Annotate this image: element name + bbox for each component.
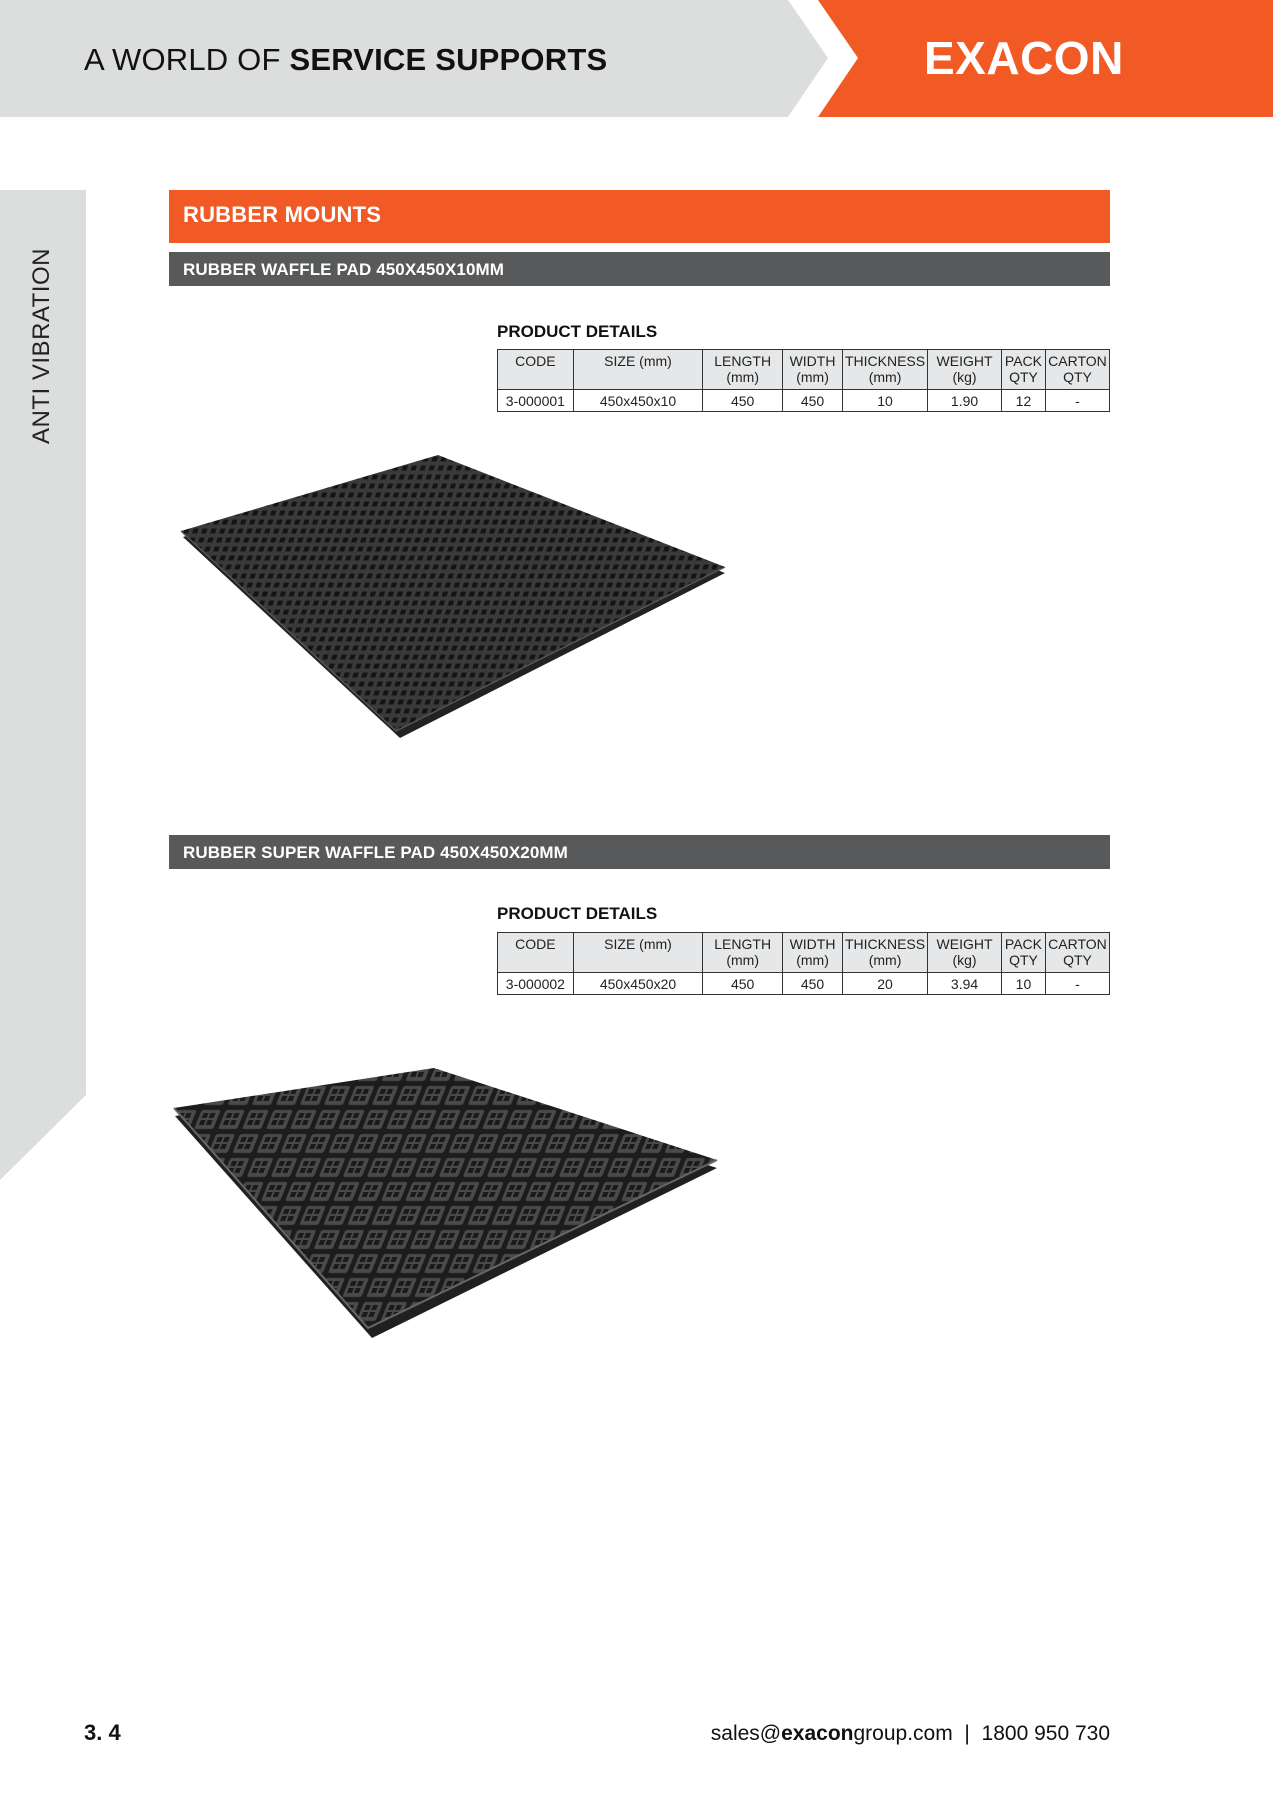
cell-length: 450 xyxy=(703,973,783,995)
cell-width: 450 xyxy=(783,973,843,995)
product-title: RUBBER SUPER WAFFLE PAD 450X450X20MM xyxy=(183,843,568,862)
product-details-table xyxy=(497,349,1110,412)
cell-weight: 3.94 xyxy=(928,973,1002,995)
cell-carton-qty: - xyxy=(1045,973,1109,995)
col-header-thickness: THICKNESS (mm) xyxy=(842,350,927,390)
cell-pack-qty: 10 xyxy=(1001,973,1045,995)
email-suffix: group.com xyxy=(853,1722,953,1745)
cell-thickness: 20 xyxy=(842,973,927,995)
col-header-carton-qty: CARTON QTY xyxy=(1045,350,1109,390)
col-header-width: WIDTH (mm) xyxy=(783,350,843,390)
col-header-weight: WEIGHT (kg) xyxy=(928,350,1002,390)
table-row xyxy=(498,390,1110,412)
page-number: 3. 4 xyxy=(84,1720,121,1745)
cell-pack-qty: 12 xyxy=(1001,390,1045,412)
product-title-bar xyxy=(169,252,1110,286)
col-header-code: CODE xyxy=(498,933,574,973)
col-header-width: WIDTH (mm) xyxy=(783,933,843,973)
cell-weight: 1.90 xyxy=(928,390,1002,412)
cell-carton-qty: - xyxy=(1045,390,1109,412)
cell-thickness: 10 xyxy=(842,390,927,412)
header-title-prefix: A WORLD OF xyxy=(84,42,290,77)
section-title-bar xyxy=(169,190,1110,243)
col-header-code: CODE xyxy=(498,350,574,390)
col-header-size: SIZE (mm) xyxy=(573,933,703,973)
table-row xyxy=(498,973,1110,995)
product-details-heading: PRODUCT DETAILS xyxy=(497,322,658,341)
super-waffle-pad-image xyxy=(172,1060,722,1350)
side-tab-label: ANTI VIBRATION xyxy=(28,248,55,444)
product-title: RUBBER WAFFLE PAD 450X450X10MM xyxy=(183,260,505,279)
cell-code: 3-000002 xyxy=(498,973,574,995)
col-header-pack-qty: PACK QTY xyxy=(1001,350,1045,390)
phone-number[interactable]: 1800 950 730 xyxy=(981,1722,1110,1745)
product-details-table xyxy=(497,932,1110,995)
col-header-pack-qty: PACK QTY xyxy=(1001,933,1045,973)
table-header-row xyxy=(498,933,1110,973)
cell-size: 450x450x10 xyxy=(573,390,703,412)
page-header xyxy=(0,0,1273,117)
brand-logo: EXACON xyxy=(924,32,1124,84)
cell-width: 450 xyxy=(783,390,843,412)
header-title xyxy=(84,42,607,78)
email-prefix: sales@ xyxy=(710,1722,782,1745)
product-title-bar xyxy=(169,835,1110,869)
section-title: RUBBER MOUNTS xyxy=(183,202,382,227)
waffle-pad-image xyxy=(180,455,730,755)
product-details-heading: PRODUCT DETAILS xyxy=(497,904,658,923)
col-header-thickness: THICKNESS (mm) xyxy=(842,933,927,973)
col-header-length: LENGTH (mm) xyxy=(703,350,783,390)
table-header-row xyxy=(498,350,1110,390)
footer-separator: | xyxy=(964,1722,970,1745)
col-header-weight: WEIGHT (kg) xyxy=(928,933,1002,973)
cell-code: 3-000001 xyxy=(498,390,574,412)
cell-length: 450 xyxy=(703,390,783,412)
cell-size: 450x450x20 xyxy=(573,973,703,995)
col-header-size: SIZE (mm) xyxy=(573,350,703,390)
col-header-carton-qty: CARTON QTY xyxy=(1045,933,1109,973)
email-link[interactable] xyxy=(711,1722,953,1745)
footer-contact xyxy=(711,1722,1110,1746)
col-header-length: LENGTH (mm) xyxy=(703,933,783,973)
header-title-bold: SERVICE SUPPORTS xyxy=(289,42,608,77)
email-bold: exacon xyxy=(781,1722,854,1745)
